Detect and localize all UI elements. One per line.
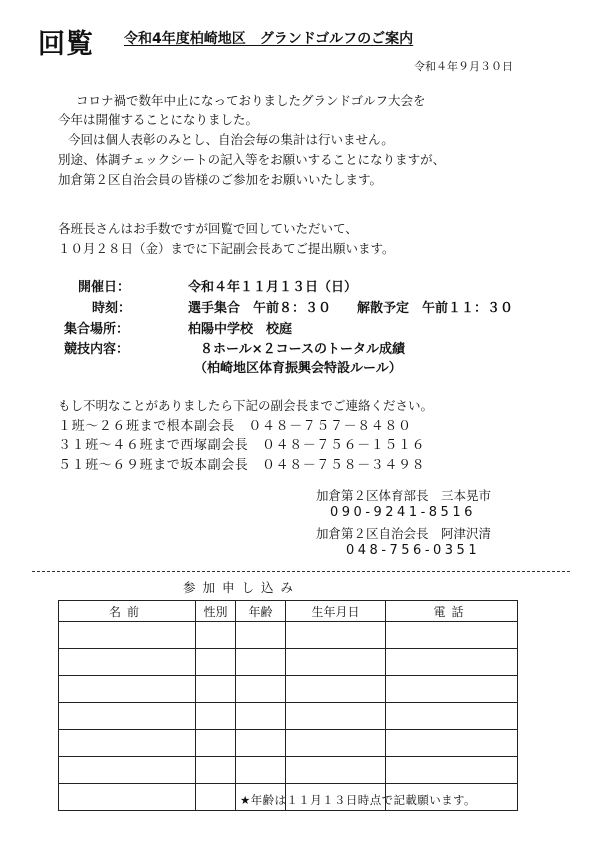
contact-line-3: ５１班～６９班まで坂本副会長 ０４８－７５８－３４９８ <box>58 458 426 473</box>
intro-line-2: 今年は開催することになりました。 <box>58 112 259 127</box>
name-cell[interactable] <box>59 784 196 811</box>
phone-cell[interactable] <box>386 730 518 757</box>
table-row <box>59 730 518 757</box>
detail-value-rule: （柏崎地区体育振興会特設ルール） <box>194 361 402 376</box>
name-cell[interactable] <box>59 622 196 649</box>
column-header-birthdate: 生年月日 <box>286 601 386 622</box>
birthdate-cell[interactable] <box>286 622 386 649</box>
signature-sports-phone: 090-9241-8516 <box>330 505 476 520</box>
name-cell[interactable] <box>59 649 196 676</box>
detail-value-event: ８ホール×２コースのトータル成績 <box>200 342 405 357</box>
gender-cell[interactable] <box>196 676 236 703</box>
age-cell[interactable] <box>236 676 286 703</box>
column-header-name: 名前 <box>59 601 196 622</box>
name-cell[interactable] <box>59 757 196 784</box>
detail-label-date: 開催日： <box>78 280 131 295</box>
table-row <box>59 649 518 676</box>
detail-label-place: 集合場所： <box>64 322 130 337</box>
name-cell[interactable] <box>59 703 196 730</box>
table-row <box>59 703 518 730</box>
intro-line-3: 今回は個人表彰のみとし、自治会毎の集計は行いません。 <box>68 132 394 147</box>
birthdate-cell[interactable] <box>286 649 386 676</box>
signature-association-head: 加倉第２区自治会長 阿津沢清 <box>316 526 492 541</box>
name-cell[interactable] <box>59 676 196 703</box>
phone-cell[interactable] <box>386 703 518 730</box>
phone-cell[interactable] <box>386 649 518 676</box>
age-cell[interactable] <box>236 757 286 784</box>
birthdate-cell[interactable] <box>286 703 386 730</box>
gender-cell[interactable] <box>196 703 236 730</box>
detail-value-date: 令和４年１１月１３日（日） <box>188 280 358 295</box>
signature-sports-head: 加倉第２区体育部長 三本晃市 <box>316 488 492 503</box>
name-cell[interactable] <box>59 730 196 757</box>
document-title: 令和4年度柏崎地区 グランドゴルフのご案内 <box>124 31 414 47</box>
age-cell[interactable] <box>236 730 286 757</box>
application-form-title: 参加申し込み <box>183 580 301 595</box>
issue-date: 令和４年９月３０日 <box>414 60 513 73</box>
gender-cell[interactable] <box>196 757 236 784</box>
request-line-2: １０月２８日（金）までに下記副会長あてご提出願います。 <box>58 241 395 256</box>
application-table <box>58 600 518 811</box>
intro-line-1: コロナ禍で数年中止になっておりましたグランドゴルフ大会を <box>76 93 426 108</box>
table-row <box>59 622 518 649</box>
gender-cell[interactable] <box>196 730 236 757</box>
application-table-header <box>59 601 518 622</box>
birthdate-cell[interactable] <box>286 730 386 757</box>
gender-cell[interactable] <box>196 649 236 676</box>
detail-value-time: 選手集合 午前８：３０ 解散予定 午前１１：３０ <box>188 301 514 316</box>
cut-line-divider <box>32 571 570 572</box>
detail-label-event: 競技内容： <box>64 342 130 357</box>
phone-cell[interactable] <box>386 622 518 649</box>
column-header-gender: 性別 <box>196 601 236 622</box>
birthdate-cell[interactable] <box>286 676 386 703</box>
detail-label-time: 時刻： <box>92 301 132 316</box>
intro-line-4: 別途、体調チェックシートの記入等をお願いすることになりますが、 <box>58 152 446 167</box>
age-cell[interactable] <box>236 649 286 676</box>
contact-intro: もし不明なことがありましたら下記の副会長までご連絡ください。 <box>58 398 434 413</box>
age-cell[interactable] <box>236 622 286 649</box>
gender-cell[interactable] <box>196 784 236 811</box>
column-header-age: 年齢 <box>236 601 286 622</box>
phone-cell[interactable] <box>386 757 518 784</box>
signature-association-phone: 048-756-0351 <box>346 543 481 558</box>
circulation-stamp: 回覧 <box>38 29 94 60</box>
age-cell[interactable] <box>236 703 286 730</box>
table-row <box>59 757 518 784</box>
detail-value-place: 柏陽中学校 校庭 <box>188 322 293 337</box>
age-note: ★年齢は１１月１３日時点で記載願います。 <box>240 793 476 807</box>
table-row <box>59 676 518 703</box>
contact-line-1: １班～２６班まで根本副会長 ０４８－７５７－８４８０ <box>58 419 412 434</box>
column-header-phone: 電話 <box>386 601 518 622</box>
phone-cell[interactable] <box>386 676 518 703</box>
contact-line-2: ３１班～４６班まで西塚副会長 ０４８－７５６－１５１６ <box>58 438 426 453</box>
birthdate-cell[interactable] <box>286 757 386 784</box>
intro-line-5: 加倉第２区自治会員の皆様のご参加をお願いいたします。 <box>58 172 383 187</box>
request-line-1: 各班長さんはお手数ですが回覧で回していただいて、 <box>58 221 358 236</box>
gender-cell[interactable] <box>196 622 236 649</box>
